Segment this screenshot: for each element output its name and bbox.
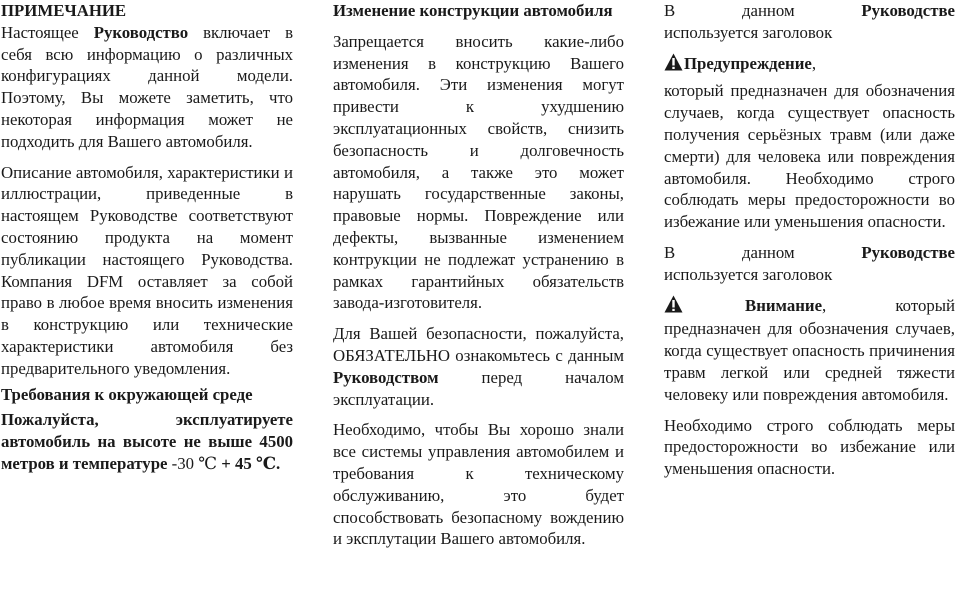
caution-description: , который предназначен для обозначения случаев, когда существует опасность причинения травм легкой или средней тяжести человеку или повреждения автомобиля.: [664, 295, 955, 404]
safety-text-a: Для Вашей безопасности, пожалуйста, ОБЯЗАТЕЛЬНО ознакомьтесь с данным: [333, 324, 624, 365]
caution-label: Внимание: [745, 295, 823, 315]
safety-text-c: перед началом эксплуатации.: [333, 367, 624, 409]
warning-intro-rest: используется заголовок: [664, 22, 833, 42]
warning-intro-a: В данном: [664, 1, 862, 20]
note-text-c: включает в себя всю информацию о различных конфигурациях данной модели. Поэтому, Вы можете заметить, что некоторая информация может не подходить для Вашего автомобиля.: [1, 22, 293, 151]
column-3: [664, 0, 955, 480]
safety-bold-manual: Руководством: [333, 367, 439, 387]
environment-paragraph: [1, 409, 293, 474]
environment-text-a: Пожалуйста, эксплуатируете автомобиль на высоте не выше 4500 метров и температуре: [1, 410, 293, 473]
caution-paragraph: [664, 295, 955, 406]
warning-label: Предупреждение: [684, 53, 812, 73]
column-2: [333, 0, 624, 550]
warning-description: который предназначен для обозначения случаев, когда существует опасность получения серьёзных травм (или даже смерти) для человека или повреждения автомобиля. Необходимо строго соблюдать меры предосторожности во избежание или уменьшения опасности.: [664, 81, 955, 232]
environment-temp-low: -30 ℃: [171, 453, 218, 473]
warning-intro-line: [664, 0, 955, 22]
note-bold-manual: Руководство: [93, 22, 189, 42]
note-heading: ПРИМЕЧАНИЕ: [1, 1, 127, 20]
warning-intro-bold-manual: Руководстве: [861, 1, 955, 20]
environment-temp-high: + 45 ℃.: [217, 453, 281, 473]
caution-intro-bold-manual: Руководстве: [861, 242, 955, 262]
warning-comma: ,: [811, 53, 817, 73]
column-1: [1, 0, 293, 475]
caution-intro-a: В данном: [664, 242, 862, 262]
warning-triangle-icon: [664, 53, 683, 77]
description-paragraph: Описание автомобиля, характеристики и иллюстрации, приведенные в настоящем Руководстве соответствуют состоянию продукта на момент публикации настоящего Руководства. Компания DFM оставляет за собой право в любое время вносить изменения в конструкцию или технические характеристики автомобиля без предварительного уведомления.: [1, 162, 293, 378]
caution-intro-line: [664, 242, 955, 264]
caution-triangle-icon: [664, 295, 683, 319]
caution-intro-rest: используется заголовок: [664, 264, 833, 284]
systems-paragraph: Необходимо, чтобы Вы хорошо знали все системы управления автомобилем и требования к техническому обслуживанию, это будет способствовать безопасному вождению и эксплутации Вашего автомобиля.: [333, 420, 624, 549]
note-paragraph: [1, 22, 293, 153]
safety-paragraph: [333, 323, 624, 410]
modification-paragraph: Запрещается вносить какие-либо изменения в конструкцию Вашего автомобиля. Эти изменения могут привести к ухудшению эксплуатационных свойств, снизить безопасность и долговечность автомобиля, а также это может нарушать государственные законы, правовые нормы. Повреждение или дефекты, вызванные изменением контрукции не подлежат устранению в рамках гарантийных обязательств завода-изготовителя.: [333, 31, 624, 313]
environment-heading: Требования к окружающей среде: [1, 384, 253, 404]
precaution-paragraph: Необходимо строго соблюдать меры предосторожности во избежание или уменьшения опасности.: [664, 415, 955, 479]
modification-heading: Изменение конструкции автомобиля: [333, 1, 613, 20]
warning-label-line: [664, 53, 955, 77]
note-text-a: Настоящее: [1, 22, 94, 42]
